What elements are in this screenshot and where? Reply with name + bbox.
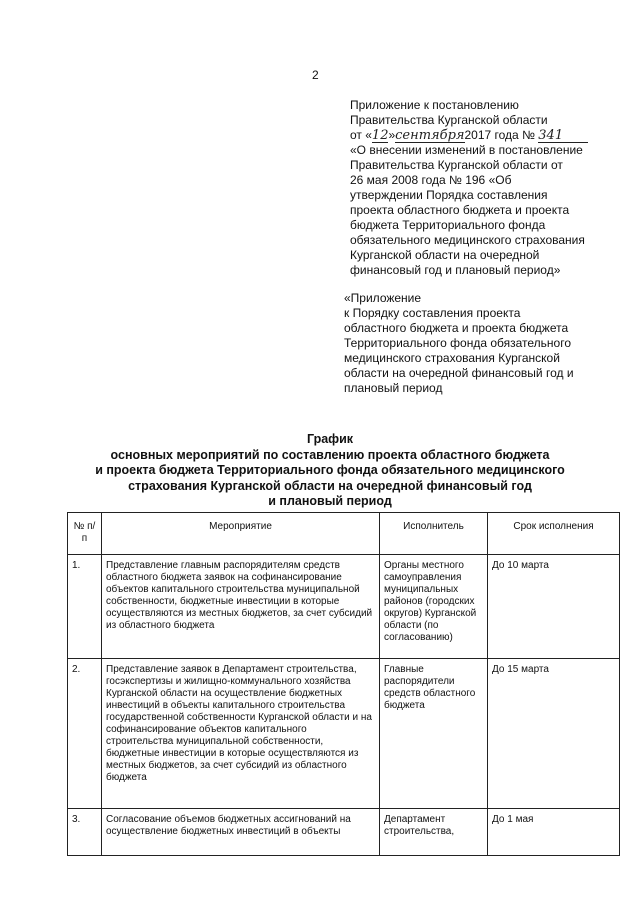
- appendix-decree-line: обязательного медицинского страхования: [350, 233, 585, 247]
- appendix-decree-line: 26 мая 2008 года № 196 «Об: [350, 173, 512, 187]
- title-line: и проекта бюджета Территориального фонда обязательного медицинского: [95, 463, 565, 477]
- row-num: 1.: [68, 555, 102, 659]
- appendix-decree-block: [350, 98, 620, 278]
- title-line: и плановый период: [268, 494, 392, 508]
- header-event: Мероприятие: [102, 513, 380, 555]
- appendix-decree-line: утверждении Порядка составления: [350, 188, 548, 202]
- row-num: [68, 809, 102, 856]
- table-header-row: [68, 513, 620, 555]
- appendix-decree-line: «О внесении изменений в постановление: [350, 143, 583, 157]
- row-num: 2.: [68, 659, 102, 809]
- row-executor: Главные распорядители средств областного бюджета: [380, 659, 488, 809]
- row-executor: Органы местного самоуправления муниципальных районов (городских округов) Курганской области (по согласованию): [380, 555, 488, 659]
- appendix-order-line: области на очередной финансовый год и: [344, 366, 574, 380]
- row-event: [102, 809, 380, 856]
- appendix-decree-line: Курганской области на очередной: [350, 248, 540, 262]
- row-deadline: До 10 марта: [488, 555, 620, 659]
- header-executor: Исполнитель: [380, 513, 488, 555]
- appendix-decree-line: проекта областного бюджета и проекта: [350, 203, 570, 217]
- schedule-title: [70, 432, 590, 510]
- schedule-table: [67, 512, 620, 856]
- row-deadline: До 15 марта: [488, 659, 620, 809]
- row-num-text: 3.: [72, 814, 81, 825]
- row-event-text: Согласование объемов бюджетных ассигнований на осуществление бюджетных инвестиций в объекты: [106, 814, 351, 837]
- row-executor-text: Департамент строительства,: [384, 814, 455, 837]
- date-year: 2017 года №: [464, 128, 535, 142]
- page-number: 2: [312, 68, 319, 82]
- appendix-decree-line: Приложение к постановлению: [350, 98, 519, 112]
- appendix-order-line: плановый период: [344, 381, 443, 395]
- title-line: страхования Курганской области на очередной финансовый год: [128, 478, 532, 493]
- row-executor: [380, 809, 488, 856]
- appendix-order-line: Территориального фонда обязательного: [344, 336, 571, 350]
- header-num: № п/п: [68, 513, 102, 555]
- title-heading: График: [306, 432, 354, 446]
- appendix-order-line: областного бюджета и проекта бюджета: [344, 321, 569, 335]
- handwritten-decree-number: 341: [538, 129, 588, 143]
- date-prefix: от «: [350, 128, 372, 142]
- table-row: [68, 659, 620, 809]
- appendix-order-line: медицинского страхования Курганской: [344, 351, 560, 365]
- appendix-order-line: к Порядку составления проекта: [344, 306, 521, 320]
- appendix-decree-line: финансовый год и плановый период»: [350, 263, 561, 277]
- date-quote: »: [388, 128, 396, 142]
- title-line: основных мероприятий по составлению проекта областного бюджета: [110, 447, 550, 462]
- appendix-order-block: [344, 291, 624, 396]
- appendix-decree-line: бюджета Территориального фонда: [350, 218, 546, 232]
- row-event: Представление главным распорядителям средств областного бюджета заявок на софинансирование объектов капитального строительства муниципальной собственности, бюджетные инвестиции в которые осуществляются из местных бюджетов, за счет субсидий из областного бюджета: [102, 555, 380, 659]
- handwritten-month: сентября: [395, 128, 465, 143]
- row-event: Представление заявок в Департамент строительства, госэкспертизы и жилищно-коммунального хозяйства Курганской области на осуществление бюджетных инвестиций в объекты капитального строительства государственной собственности Курганской области и на софинансирование объектов капитального строительства муниципальной собственности, бюджетные инвестиции в которые осуществляются из местных бюджетов, за счет субсидий из областного бюджета: [102, 659, 380, 809]
- table-row: [68, 555, 620, 659]
- table-row: [68, 809, 620, 856]
- appendix-decree-line: Правительства Курганской области от: [350, 158, 563, 172]
- decree-date-line: [350, 128, 620, 143]
- appendix-order-line: «Приложение: [344, 291, 422, 305]
- header-deadline: Срок исполнения: [488, 513, 620, 555]
- row-deadline: [488, 809, 620, 856]
- row-deadline-text: До 1 мая: [492, 814, 534, 825]
- appendix-decree-line: Правительства Курганской области: [350, 113, 548, 127]
- handwritten-day: 12: [371, 128, 389, 143]
